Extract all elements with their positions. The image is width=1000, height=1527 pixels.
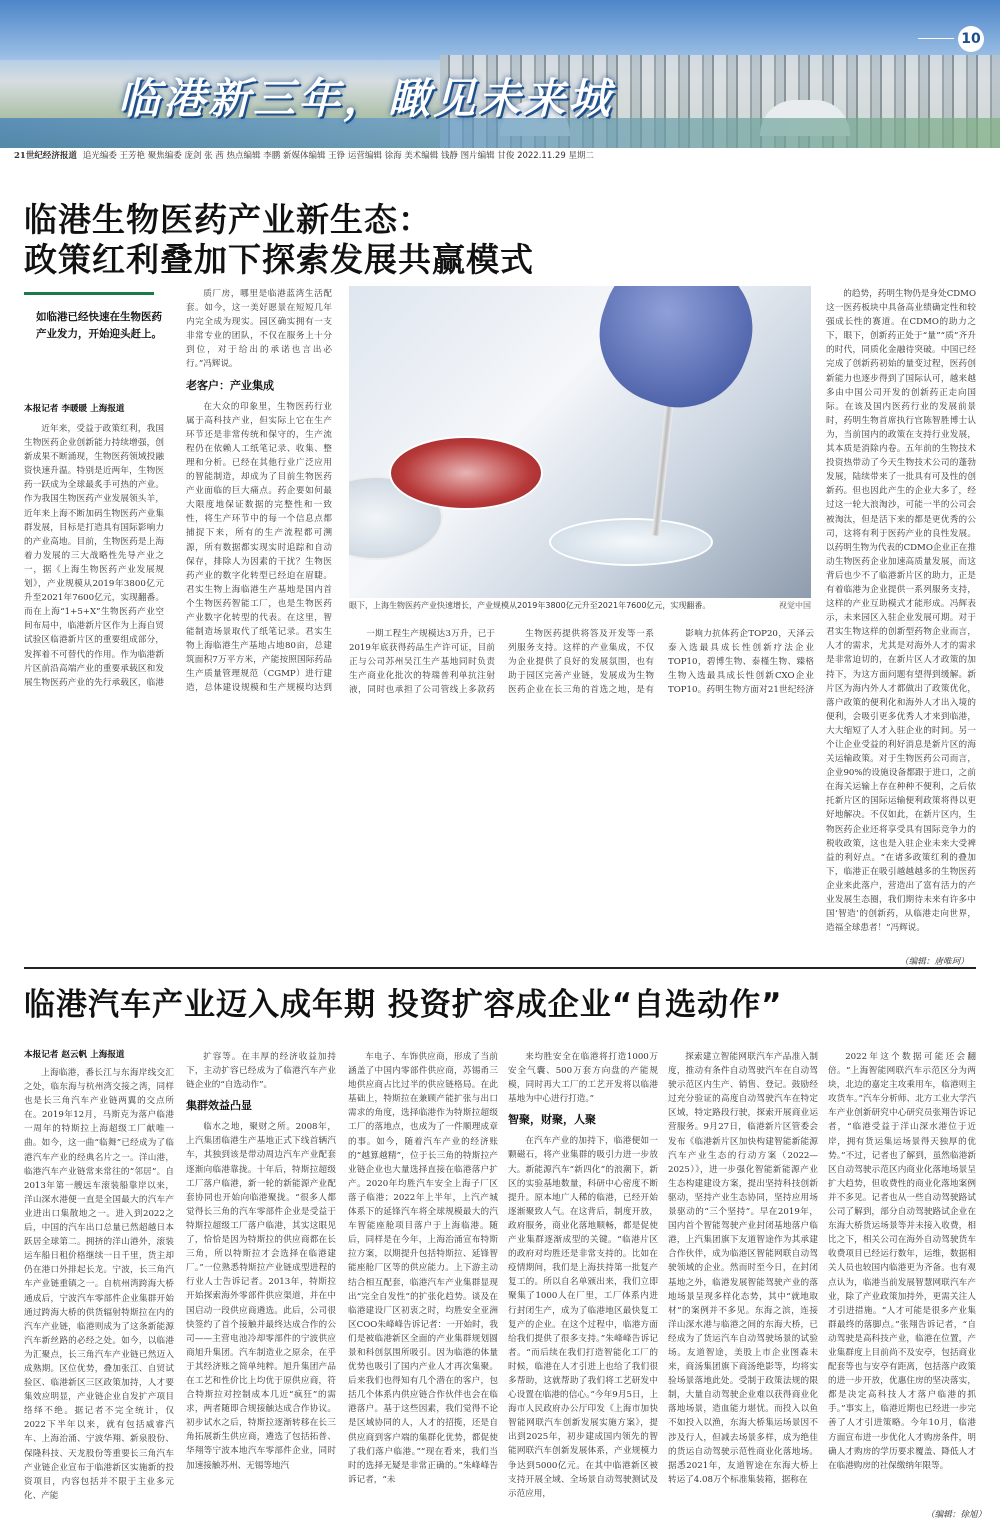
article2-col1: 上海临港，番长江与东海岸线交汇之处，临东海与杭州湾交接之湾，同样也是长三角汽车产业链两翼的交点所在。2019年12月，马斯克为落户临港一周年的特斯拉上海超级工厂献唯一曲。如今，这一曲“临舞”已经成为了临港汽车产业的经典名片之一。洋山港，临港汽车产业链常来常往的“邻居”。自2013年第一艘远车滚装船靠岸以来，洋山深水港便一直是全国最大的汽车产业进出口集散地之一。进入到2022之后，中国的汽车出口总量已然超越日本跃居全球第二。拥挤的洋山港外，滚装运车船日租价格继续一日千里，货主却仍在港口外排起长龙。宁波，长三角汽车产业链重镇之一。自杭州湾跨海大桥通成后，宁波汽车零部件企业集群开始通过跨海大桥的供货辐射特斯拉在内的汽车产业链，临港则成为了这条新能源汽车新丝路的必经之处。如今，以临港为汇聚点，长三角汽车产业链已然迈入成熟期。区位优势，叠加张江、自贸试验区、临港新区三区政策加持，人才要集效应明显，产业链企业自发扩产项目络绎不绝。据记者不完全统计，仅2022下半年以来，就有包括威睿汽车、上海治涌、宁波华翔、新泉股份、保隆科技、天龙股份等重要长三角汽车产业链企业宣布于临港新区实施新的投资项目，内容包括并不限于主业多元化、产能 <box>24 1068 174 1501</box>
photo-credit: 视觉中国 <box>779 601 811 610</box>
article1-col3: 一期工程生产规模达3万升，已于2019年底获得药品生产许可证，目前正与公司苏州吴江生产基地同时负责生产商业化批次的特瑞普利单抗注射液，同时也承担了公司管线上多款药 <box>349 629 495 696</box>
petri-dish-red <box>389 436 543 510</box>
article2-col5: 探索建立智能网联汽车产品准入制度，推动有条件自动驾驶汽车在自动驾驶示范区内生产、销售、登记。鼓励经过充分验证的高度自动驾驶汽车在特定区域，特定路段行驶，探索开展商业运营服务。9月27日，临港新片区管委会发布《临港新片区加快构建智能新能源汽车产业生态的行动方案（2022—2025）》，进一步强化智能新能源产业生态构建建设方案，提出坚持科技创新驱动，坚持产业生态协同，坚持应用场景驱动的“三个坚持”。早在2019年，国内首个智能驾驶产业封闭基地落户临港，上汽集团旗下友道智途作为其承建合作伙伴，成为临港区智能网联自动驾驶领域的企业。然而时至今日，在封闭基地之外，临港发展智能驾驶产业的落地场景呈现多样化态势，其中“就地取材”的案例并不多见。东海之滨，连接洋山深水港与临港之间的东海大桥，已经成为了货运汽车自动驾驶场景的试验场。友道智途，美股上市企业图森未来，商汤集团旗下商汤绝影等，均将实验场景落地此处。受制于政策法规的限制，大量自动驾驶企业难以获得商业化落地场景，造血能力堪忧。而投入以鱼不如投入以渔，东海大桥集运场景因不涉及行人，但减去场景多样，成为绝佳的货运自动驾驶示范性商业化落地场。据悉2021年，友道智途在东海大桥上转运了4.08万个标准集装箱，据称在 <box>668 1052 818 1485</box>
credits-line: 追光编委 王芳艳 聚焦编委 庞剑 张 茜 热点编辑 李鹏 新媒体编辑 王铮 运营编辑 徐海 美术编辑 钱静 图片编辑 甘俊 2022.11.29 星期二 <box>82 151 594 161</box>
article1-col4: 生物医药提供将答及开发等一系列服务支持。这样的产业集成，不仅为企业提供了良好的发展氛围，也有助于园区完善产业链，发展成为生物医药企业在长三角的首选之地，是有 <box>508 629 654 696</box>
section-divider <box>24 967 976 969</box>
banner-title: 临港新三年，瞰见未来城 <box>118 74 614 123</box>
article1-title-line1: 临港生物医药产业新生态： <box>24 200 432 239</box>
lead-accent-bar <box>24 292 154 295</box>
article2-col4: 来均胜安全在临港将打造1000万安全气囊、500万套方向盘的产能规模，同时再大工厂的工艺开发将以临港基地为中心进行打造。” 智聚，财聚，人聚 在汽车产业的加持下，临港便如一颗磁石，将产业集群的吸引力进一步放大。新能源汽车“新四化”的浪潮下，新区的实验基地数量，科研中心密度不断提升。原本地广人稀的临港，已经开始逐渐聚致人气。在这背后，制度开放，政府服务，商业化落地顺畅，都是促使产业集群逐渐成型的关键。“临港片区的政府对均胜还是非常支持的。比如在疫情期间，我们是上海扶持第一批复产复工的。所以自名单颁出来，我们立即聚集了1000人在厂里，工厂体系内进行封闭生产，成为了临港地区最快复工复产的企业。在这个过程中，临港方面给我们提供了很多支持。”朱峰峰告诉记者。“而后续在我们打造智能化工厂的时候，临港在人才引进上也给了我们很多帮助，这就帮助了我们将工艺研发中心设置在临港的信心。”今年9月5日，上海市人民政府办公厅印发《上海市加快智能网联汽车创新发展实施方案》，提出到2025年，初步建成国内领先的智能网联汽车创新发展体系，产业规模力争达到5000亿元。在其中临港新区被支持开展全域、全场景自动驾驶测试及示范应用， <box>508 1052 658 1499</box>
subhead-old-client: 老客户：产业集成 <box>186 378 274 392</box>
masthead-credits <box>14 149 986 163</box>
petri-dish <box>549 518 713 566</box>
article1-col6: 的趋势，药明生物仍是身处CDMO这一医药板块中具备高业绩确定性和较强成长性的赛道。在CDMO的助力之下，眼下，创新药正处于“量”“质”齐升的时代，同质化金融待突破。中国已经完成了创新药初始的量变过程，医药创新能力也逐步得到了国际认可，越来越多由中国公司开发的创新药正走向国际。在该及国内医药行业的发展前景时，药明生物首席执行官陈智胜博士认为，当前国内的政策在支持行业发展，其本质是消除内卷。五年前的生物技术投资热带动了今天生物技术公司的蓬勃发展，陆续带来了一批具有可及性的创新药。但也因此产生的企业大多了，经过这一轮大浪淘沙，可能一半的公司会被淘汰，但是活下来的都是更优秀的公司，这将有利于医药产业的良性发展。以药明生物为代表的CDMO企业正在推动生物医药企业加速高质量发展，而这背后也少不了临港新片区的助力，正是有着临港为企业提供一系列服务支持，这样的产业互助模式才能形成。冯辉表示，未来园区入驻企业发展可期。对于君实生物这样的创新型药物企业而言，人才的需求，尤其是对海外人才的需求是非常迫切的，在新片区人才政策的加持下，为这方面问题有望得到缓解。新片区为海内外人才都做出了政策优化，落户政策的便利化和海外人才出入境的便利，会吸引更多优秀人才来到临港，大大缩短了人才入驻企业的时间。另一个让企业受益的利好消息是新片区的海关运输政策。对于生物医药公司而言，企业90%的设施设备都跟于进口，之前在海关运输上存在种种不便利，之后依托新片区的国际运输便利政策将得以更好地解决。不仅如此，在新片区内，生物医药企业还将享受具有国际竞争力的税收政策，这也是入驻企业未来大受裨益的利好点。“在诸多政策红利的叠加下，临港正在吸引越越越多的生物医药企业来此落户，营造出了富有活力的产业发展生态圈，我们期待未来有许多中国‘智造’的创新药，从临港走向世界，造福全球患者！”冯辉说。 <box>826 289 976 934</box>
gloved-hand <box>580 286 772 427</box>
paper-name: 21世纪经济报道 <box>14 151 77 161</box>
article2-col6: 2022年这个数据可能还会翻倍。“上海智能网联汽车示范区分为两块，北边的嘉定主攻乘用车，临港则主攻货车。”汽车分析师、北方工业大学汽车产业创新研究中心研究员张翔告诉记者，“临港受益于洋山深水港位于近岸，拥有货运集运场景得天独厚的优势。”不过，记者也了解到，虽然临港新区自动驾驶示范区内商业化落地场景呈扩大趋势，但收费性的商业化落地案例并不多见。记者也从一些自动驾驶路试公司了解到，部分自动驾驶路试企业在东海大桥货运场景等并未接入收费，相比之下，相关公司在海外自动驾驶货车收费项目已经运行数年，运维，数据相关人员也较国内临港更为齐备。也有观点认为，临港当前发展智慧网联汽车产业，除了产业政策加持外，更需关注人才引进措施。“人才可能是很多产业集群最终的落脚点。”张翔告诉记者，“自动驾驶是高科技产业，临港在位置，产业集群度上目前尚不及安亭，包括商业配套等也与安亭有距离，包括落户政策的进一步开放，优惠住房的坚决落实，都是决定高科技人才落户临港的抓手。”事实上，临港近期也已经进一步完善了人才引进策略。今年10月，临港方面宣布进一步优化人才购房条件，明确人才购房的学历要求覆盖、降低人才在临港购房的社保缴纳年限等。 <box>828 1052 976 1471</box>
article1-editor: （编辑：唐唯珂） <box>900 957 969 967</box>
page-number: 10 <box>958 26 984 52</box>
subhead-wisdom-wealth-people: 智聚，财聚，人聚 <box>508 1113 596 1127</box>
banner-sky <box>0 0 1000 60</box>
article1-title-line2: 政策红利叠加下探索发展共赢模式 <box>24 240 534 279</box>
article2-byline: 本报记者 赵云帆 上海报道 <box>24 1050 125 1060</box>
article1-lead <box>24 292 162 343</box>
banner <box>0 0 1000 148</box>
caption-text: 眼下，上海生物医药产业快速增长，产业规模从2019年3800亿元升至2021年7600亿元，实现翻番。 <box>349 601 711 610</box>
photo-caption <box>349 600 811 611</box>
article1-col2: 质厂房，哪里是临港蓝湾生活配套。如今，这一美好愿景在短短几年内完全成为现实。园区确实拥有一支非常专业的团队，不仅在服务上十分到位，对于给出的承诺也言出必行。”冯辉说。 老客户：产业集成 在大众的印象里，生物医药行业属于高科技产业，但实际上它在生产环节还是非常传统和保守的，生产流程仍在依赖人工纸笔记录、收集、整理和分析。已经在其他行业广泛应用的智能制造，却成为了目前生物医药产业面临的巨大痛点。药企要如何最大限度地保证数据的完整性和一致性，将生产环节中的每一个信息点都捕捉下来，所有的生产流程都可溯源，所有数据都实现实时追踪和自动保存，排除人为因素的干扰？生物医药产业的数字化转型已经迫在眉睫。君实生物上海临港生产基地是国内首个生物医药智能工厂，也是生物医药产业数字化转型的代表。在这里，智能制造场景取代了纸笔记录。君实生物上海临港生产基地占地80亩，总建筑面积7万平方米，产能按照国际药品生产质量管理规范（CGMP）进行建造，总体建设规模和生产规模均达到 <box>186 289 332 694</box>
subhead-cluster: 集群效益凸显 <box>186 1099 252 1113</box>
lead-text: 如临港已经快速在生物医药产业发力，开始迎头赶上。 <box>36 311 162 340</box>
lab-photo <box>349 286 811 598</box>
article1-byline: 本报记者 李暖暖 上海报道 <box>24 404 125 414</box>
article2-editor: （编辑：徐旭） <box>926 1510 987 1520</box>
article1-col1: 近年来，受益于政策红利，我国生物医药企业创新能力持续增强，创新成果不断涌现，生物医药领域投融资快速升温。特别是近两年，生物医药一跃成为全球最炙手可热的产业。作为我国生物医药产业发展领头羊，近年来上海不断加码生物医药产业集群发展，目标是打造具有国际影响力的产业高地。目前，生物医药是上海着力发展的三大战略性先导产业之一，据《上海生物医药产业发展规划》，产业规模从2019年3800亿元升至2021年7600亿元，实现翻番。而在上海“1+5+X”生物医药产业空间布局中，临港新片区作为上海自贸试验区临港新片区的重要组成部分，发挥着不可替代的作用。作为临港新片区前沿高端产业的重要承载区和发展生物医药产业的先行承载区，临港 <box>24 424 164 688</box>
article2-col3: 车电子、车饰供应商，形成了当前涵盖了中国内零部件供应商，苏锡甬三地供应商占比过半的供应链格局。在此基础上，特斯拉在兼顾产能扩张与出口需求的角度，选择临港作为特斯拉超级工厂的落地点，也成为了一件顺理成章的事。如今，随着汽车产业的经济账的“越算越精”，位于长三角的特斯拉产业链企业也大量选择直接在临港落户扩产。2020年均胜汽车安全上海子厂区落子临港；2022年上半年，上汽产城体系下的延锋汽车将全球规模最大的汽车智能座舱项目落户于上海临港。随后，同样是在今年，上海治涌宣布特斯拉方案，以期提升包括特斯拉、延锋智能座舱厂区等的供应能力。上下游主动结合相互配套，临港汽车产业集群显现出“完全自发性”的扩张化趋势。谈及在临港建设厂区初衷之时，均胜安全亚洲区COO朱峰峰告诉记者：一开始时，我们是被临港新区全面的产业集群规划圆景和科创氛围所吸引。因为临港的体量优势也吸引了国内产业人才再次集聚。后来我们也得知有几个潜在的客户，包括几个体系内供应链合作伙伴也会在临港落户。基于这些因素，我们觉得不论是区域协同的人，人才的招揽，还是自供应商到客户端的集群化优势，都促使了我们落户临港。”“现在看来，我们当时的选择无疑是非常正确的。”朱峰峰告诉记者，“未 <box>348 1052 498 1485</box>
article1-col5: 影响力抗体药企TOP20，天泽云泰入选最具成长性创新疗法企业TOP10，碧博生物、泰槿生物、臻格生物入选最具成长性创新CXO企业TOP10。药明生物方面对21世纪经济 <box>668 629 814 696</box>
article2-col2: 扩容等。在丰厚的经济收益加持下，主动扩容已经成为了临港汽车产业链企业的“自选动作”。 集群效益凸显 临水之地，聚财之所。2008年，上汽集团临港生产基地正式下线首辆汽车，其独到该是带动周边汽车产业配套逐渐向临港靠拢。十年后，特斯拉超级工厂落户临港，新一轮的新能源产业配套协同也开始向临港聚拢。“很多人都觉得长三角的汽车零部件企业是受益于特斯拉超级工厂落户临港，其实这眼见了，恰恰是因为特斯拉的供应商都在长三角，所以特斯拉才会选择在临港建厂。”一位熟悉特斯拉产业链成型进程的行业人士告诉记者。2013年，特斯拉开始探索海外零部件供应渠道，并在中国启动一段供应商遴选。此后，公司很快签约了首个接触并最终达成合作的公司——主营电池冷却零部件的宁波供应商旭升集团。汽车制造业之原余，在乎于其经济账之简单纯粹。旭升集团产品在工艺和性价比上均优于原供应商，符合特斯拉对控制成本几近“疯狂”的需求，两者随即合规接触达成合作协议。初步试水之后，特斯拉逐渐转移在长三角拓展新生供应商，遴选了包括拓普、华翔等宁波本地汽车零部件企业，同时加速接触苏州、无锡等地汽 <box>186 1052 336 1471</box>
article2-title: 临港汽车产业迈入成年期 投资扩容成企业“自选动作” <box>24 987 783 1023</box>
